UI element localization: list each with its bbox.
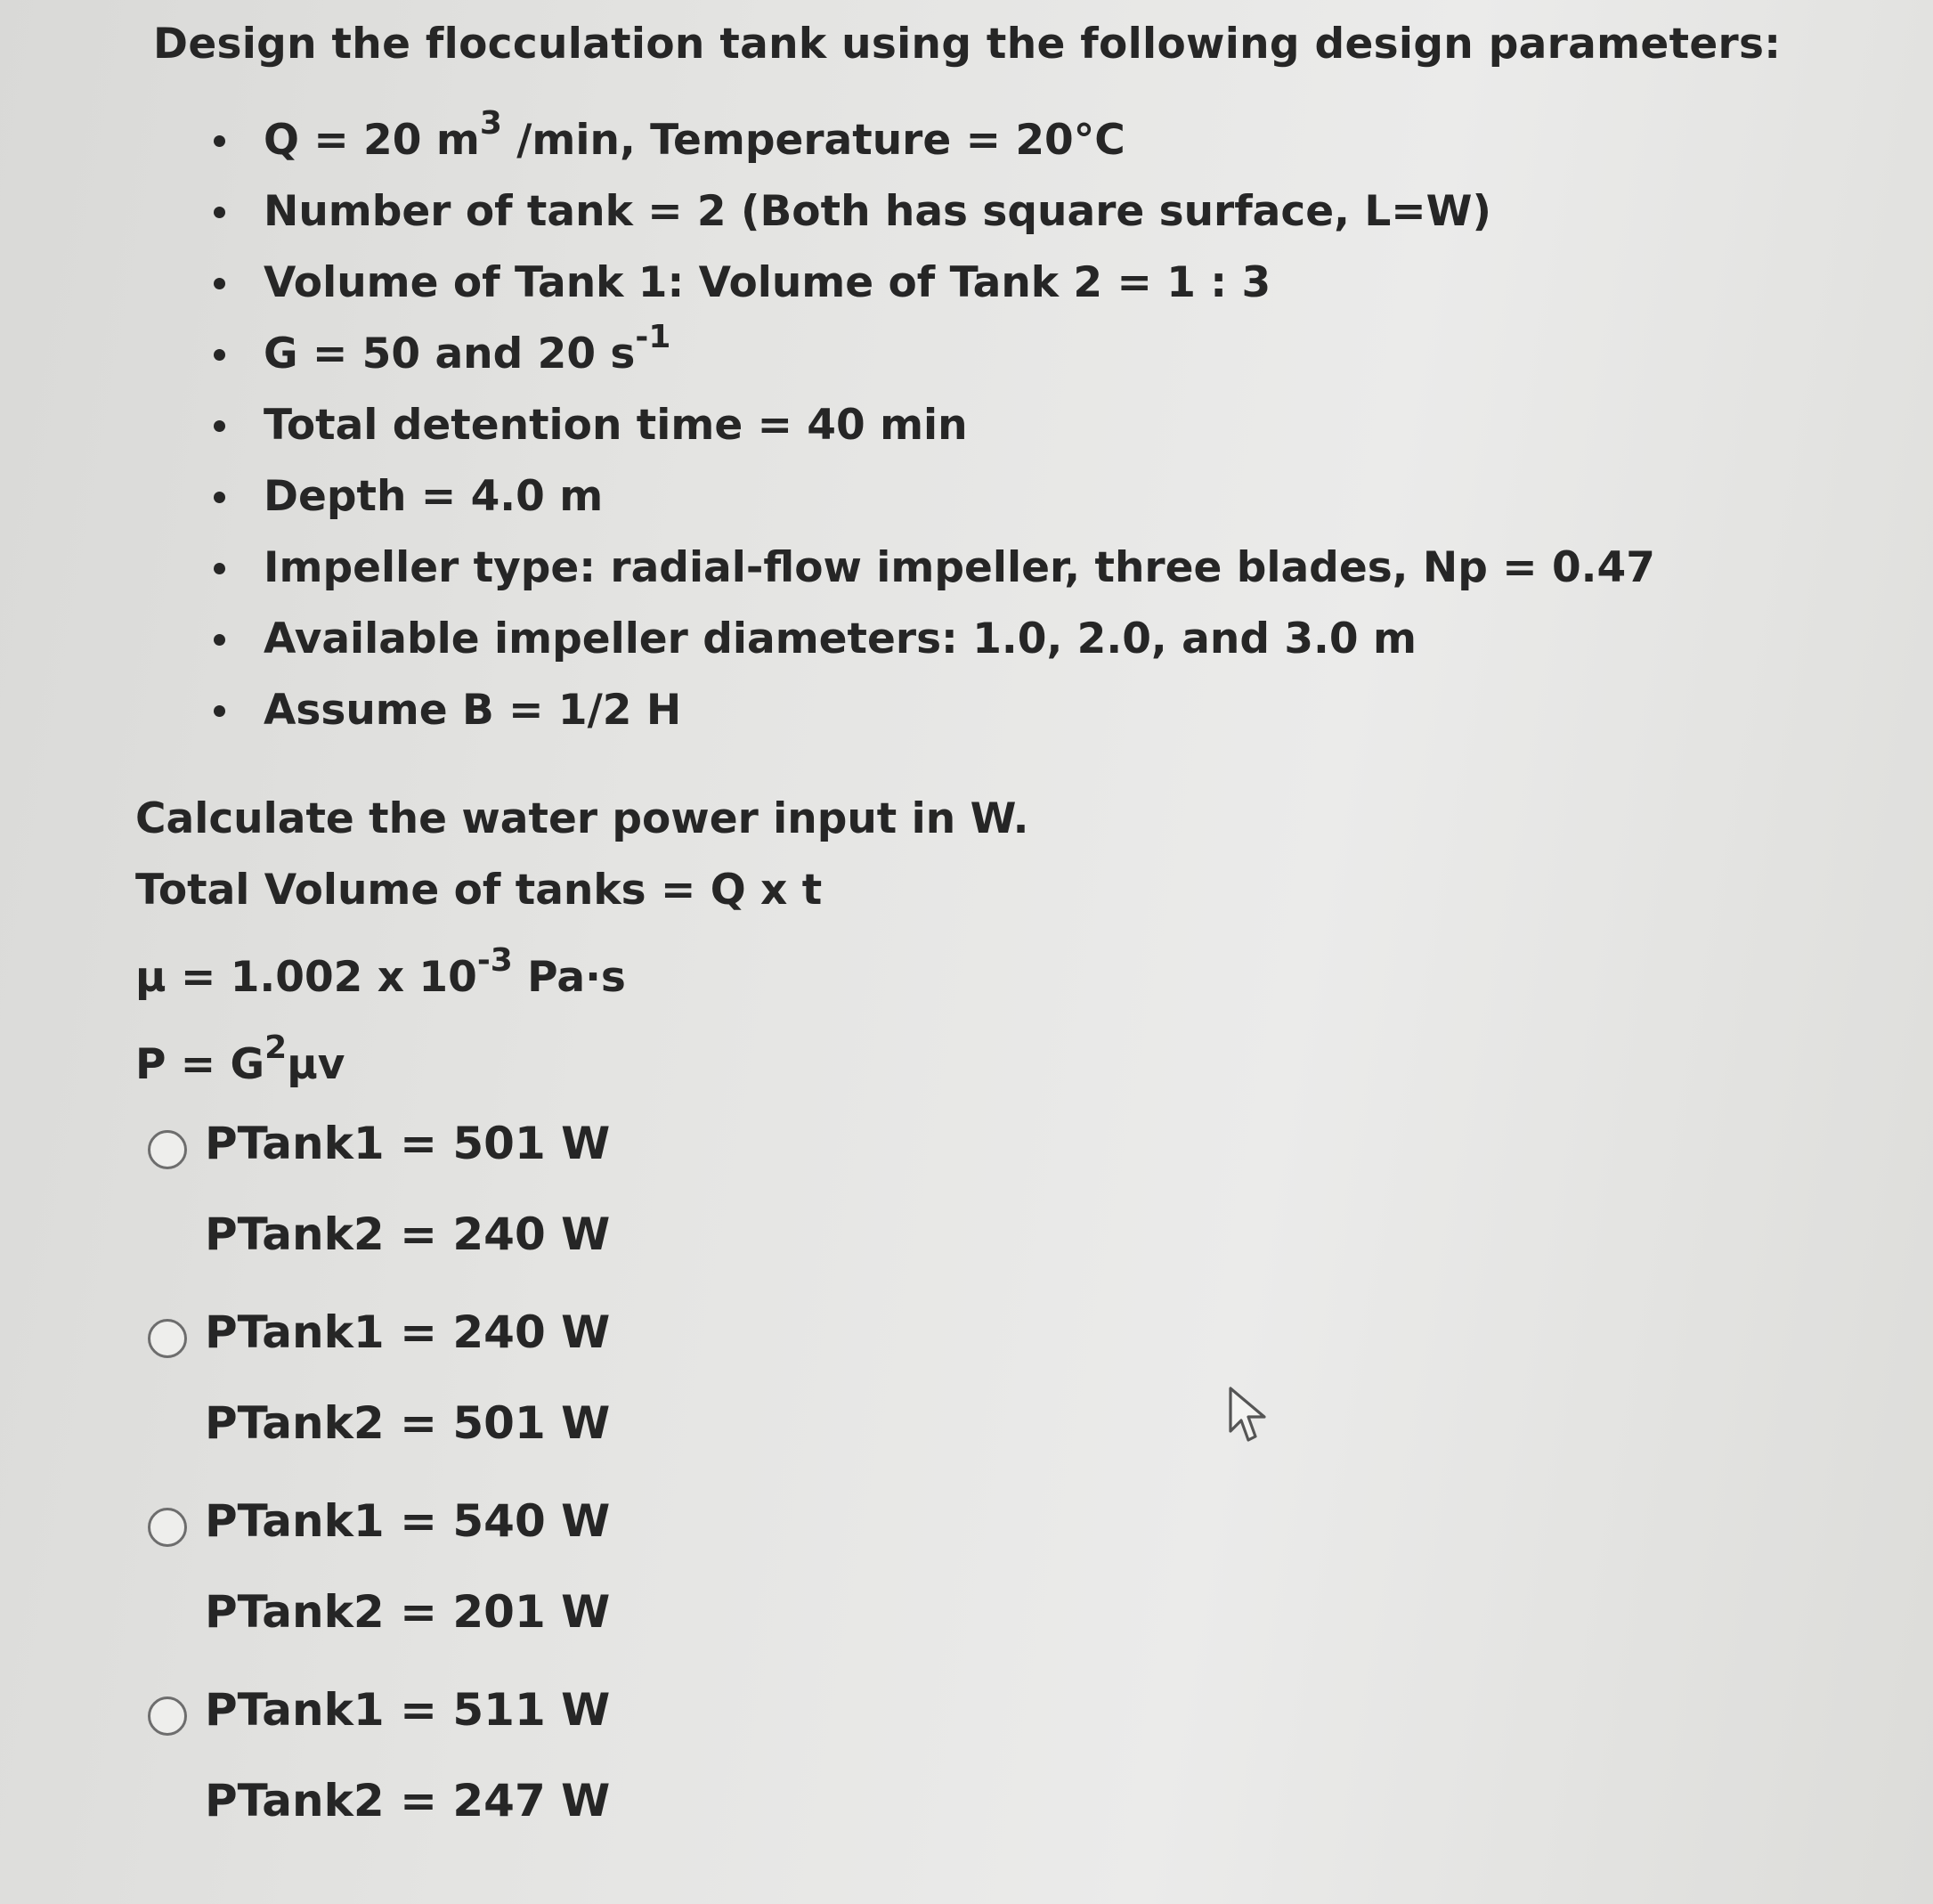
- radio-button[interactable]: [148, 1697, 187, 1736]
- bullet-icon: [214, 278, 225, 289]
- option-tank2-value: PTank2 = 247 W: [205, 1775, 611, 1827]
- parameter-flow: Q = 20 $m^3$ /min, Temperature = 20°C: [214, 116, 1655, 187]
- parameter-impeller-diameters: Available impeller diameters: 1.0, 2.0, and 3.0 m: [214, 614, 1655, 686]
- parameter-list: [214, 105, 1655, 757]
- bullet-icon: [214, 420, 225, 432]
- option-tank1-value: PTank1 = 240 W: [205, 1306, 611, 1358]
- question-prompt: Calculate the water power input in W.: [135, 794, 1029, 843]
- option-tank2-value: PTank2 = 201 W: [205, 1586, 611, 1638]
- bullet-icon: [214, 492, 225, 503]
- bullet-icon: [214, 705, 225, 717]
- option-tank2-value: PTank2 = 240 W: [205, 1208, 611, 1260]
- option-tank2-value: PTank2 = 501 W: [205, 1397, 611, 1449]
- bullet-icon: [214, 207, 225, 218]
- parameter-impeller-type: Impeller type: radial-flow impeller, three blades, Np = 0.47: [214, 543, 1655, 614]
- parameter-b: Assume B = 1/2 H: [214, 686, 1655, 757]
- volume-formula: Total Volume of tanks = Q x t: [135, 866, 823, 915]
- parameter-g: G = 50 and 20 $s^{-1}$: [214, 330, 1655, 401]
- option-tank1-value: PTank1 = 501 W: [205, 1118, 611, 1169]
- option-tank1-value: PTank1 = 511 W: [205, 1684, 611, 1736]
- radio-button[interactable]: [148, 1508, 187, 1547]
- radio-button[interactable]: [148, 1130, 187, 1169]
- bullet-icon: [214, 634, 225, 646]
- viscosity-line: μ = 1.002 x $10^{-3}$ Pa·s: [135, 942, 626, 1002]
- parameter-depth: Depth = 4.0 m: [214, 472, 1655, 543]
- bullet-icon: [214, 563, 225, 574]
- option-tank1-value: PTank1 = 540 W: [205, 1495, 611, 1547]
- bullet-icon: [214, 349, 225, 361]
- parameter-volume-ratio: Volume of Tank 1: Volume of Tank 2 = 1 : 3: [214, 258, 1655, 330]
- power-formula: $P = G^2\mu v$: [135, 1029, 345, 1089]
- question-heading: Design the flocculation tank using the following design parameters:: [153, 20, 1782, 69]
- bullet-icon: [214, 135, 225, 147]
- parameter-tank-count: Number of tank = 2 (Both has square surface, L=W): [214, 187, 1655, 258]
- radio-button[interactable]: [148, 1319, 187, 1358]
- mouse-pointer-icon: [1227, 1385, 1270, 1445]
- parameter-detention-time: Total detention time = 40 min: [214, 401, 1655, 472]
